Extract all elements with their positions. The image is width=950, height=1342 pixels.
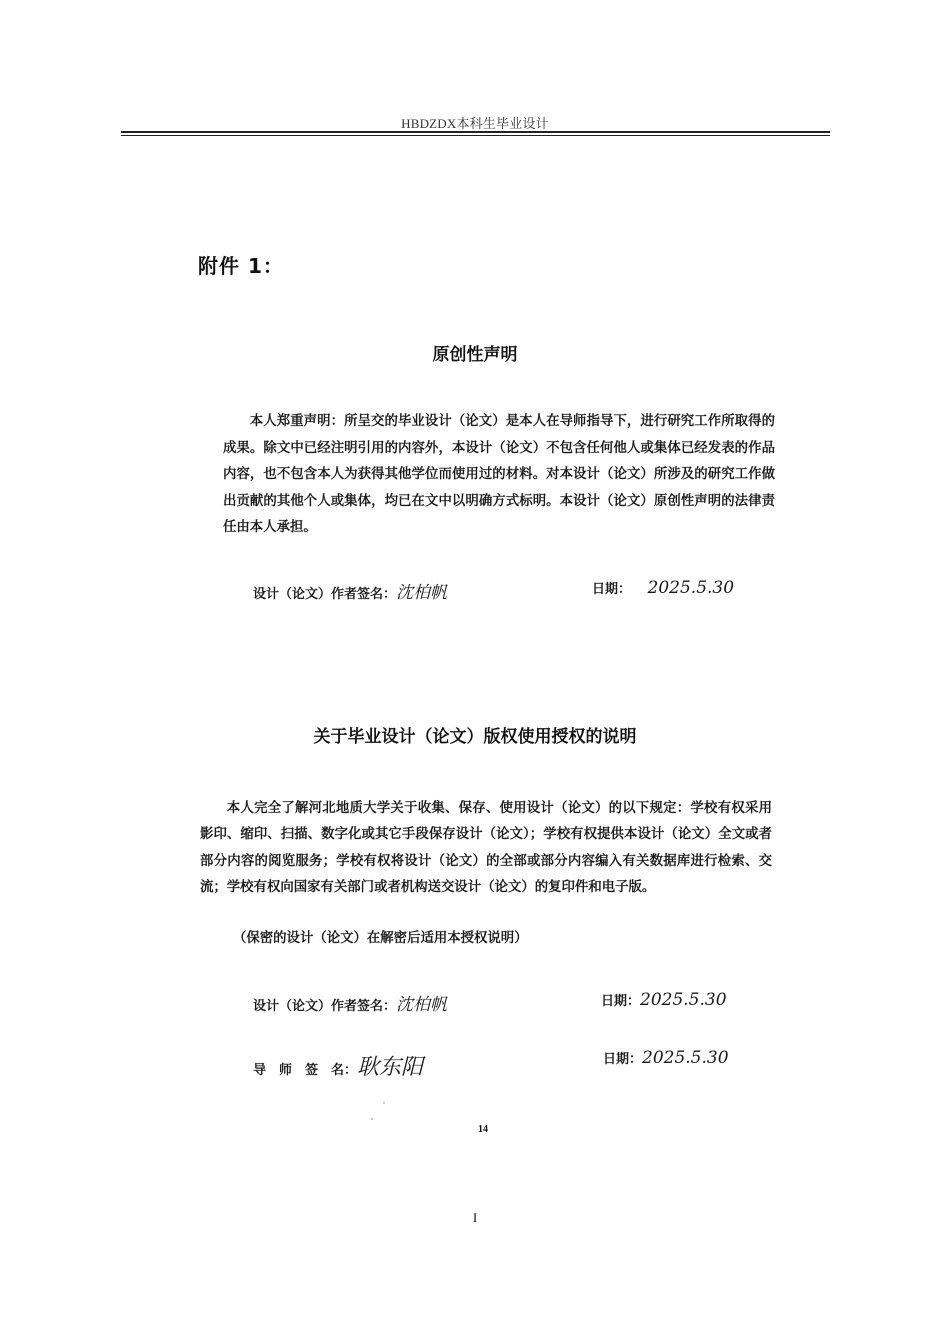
advisor-date-row: [603, 1048, 729, 1068]
author-signature: 沈柏帆: [396, 995, 448, 1015]
copyright-body: [200, 796, 772, 902]
copyright-note: （保密的设计（论文）在解密后适用本授权说明）: [233, 931, 528, 946]
date-value: 2025.5.30: [642, 1048, 729, 1068]
originality-author-signature-row: [253, 578, 447, 603]
originality-title: 原创性声明: [432, 345, 518, 365]
date-value: 2025.5.30: [647, 578, 735, 598]
copyright-title: 关于毕业设计（论文）版权使用授权的说明: [313, 727, 637, 747]
copyright-paragraph: 本人完全了解河北地质大学关于收集、保存、使用设计（论文）的以下规定：学校有权采用影印、缩印、扫描、数字化或其它手段保存设计（论文）；学校有权提供本设计（论文）全文或者部分内容的阅览服务；学校有权将设计（论文）的全部或部分内容编入有关数据库进行检索、交流；学校有权向国家有关部门或者机构送交设计（论文）的复印件和电子版。: [200, 801, 772, 896]
date-value: 2025.5.30: [640, 990, 727, 1010]
originality-date-row: [592, 578, 734, 598]
scan-speck: [383, 1102, 385, 1104]
page-header-title: HBDZDX本科生毕业设计: [401, 116, 549, 131]
page-number: I: [472, 1210, 478, 1225]
scan-page-number: 14: [478, 1124, 488, 1135]
originality-body: [223, 409, 775, 542]
author-signature: 沈柏帆: [396, 583, 448, 603]
header-rule-thin: [121, 135, 830, 136]
date-label: 日期：: [601, 994, 641, 1009]
date-label: 日期：: [592, 582, 632, 597]
advisor-signature: 耿东阳: [357, 1055, 424, 1080]
scan-speck: [371, 1118, 373, 1120]
copyright-author-signature-row: [253, 990, 447, 1015]
advisor-signature-row: [253, 1050, 423, 1081]
header-rule-thick: [121, 131, 830, 133]
author-sign-label: 设计（论文）作者签名：: [253, 999, 397, 1014]
author-sign-label: 设计（论文）作者签名：: [253, 587, 397, 602]
annex-label: 附件 1：: [198, 254, 284, 278]
copyright-author-date-row: [601, 990, 727, 1010]
date-label: 日期：: [603, 1052, 643, 1067]
advisor-sign-label: 导 师 签 名：: [253, 1063, 358, 1078]
originality-paragraph: 本人郑重声明：所呈交的毕业设计（论文）是本人在导师指导下，进行研究工作所取得的成果。除文中已经注明引用的内容外，本设计（论文）不包含任何他人或集体已经发表的作品内容，也不包含本人为获得其他学位而使用过的材料。对本设计（论文）所涉及的研究工作做出贡献的其他个人或集体，均已在文中以明确方式标明。本设计（论文）原创性声明的法律责任由本人承担。: [223, 414, 775, 535]
